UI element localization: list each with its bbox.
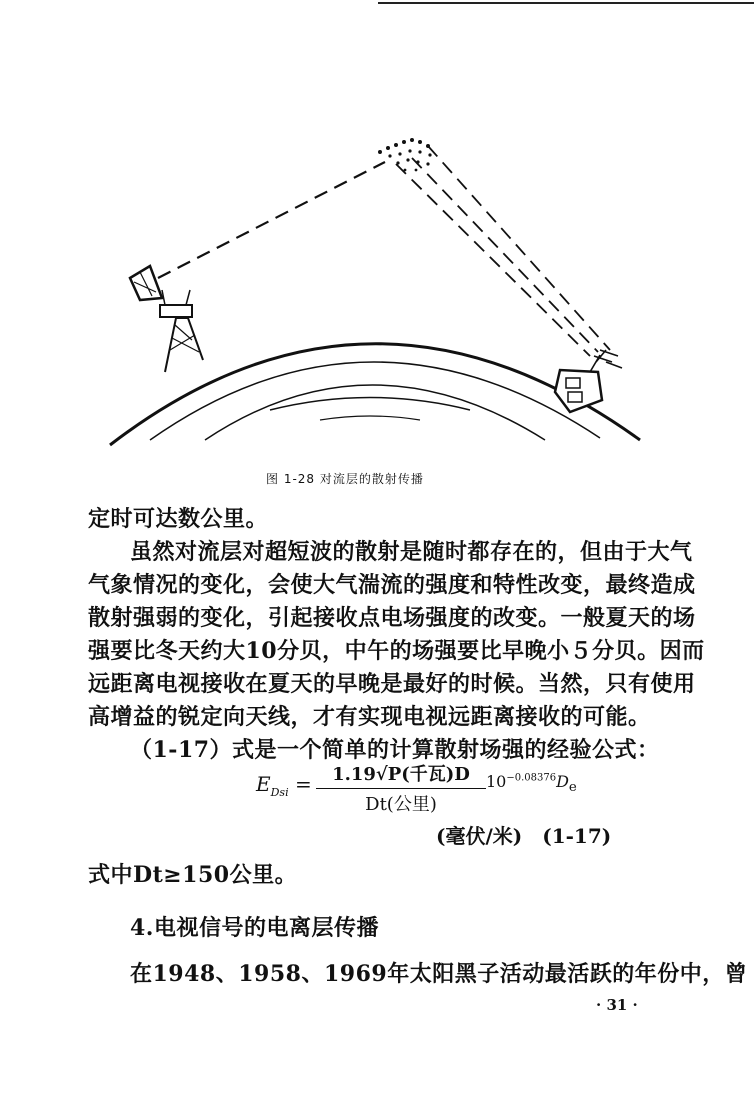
formula-exponent: −0.08376 xyxy=(506,772,557,784)
body-line-3: 气象情况的变化，会使大气湍流的强度和特性改变，最终造成 xyxy=(88,572,696,598)
formula-numerator: 1.19√P(千瓦)D xyxy=(316,760,486,789)
body-line-5: 强要比冬天约大10分贝，中午的场强要比早晚小５分贝。因而 xyxy=(88,638,705,664)
section-first-line: 在1948、1958、1969年太阳黑子活动最活跃的年份中，曾 xyxy=(130,961,748,987)
earth-inner-arc-4 xyxy=(320,416,420,420)
body-line-9: 式中Dt≥150公里。 xyxy=(88,862,298,888)
earth-inner-arc-2 xyxy=(205,385,545,440)
body-line-7: 高增益的锐定向天线，才有实现电视远距离接收的可能。 xyxy=(88,704,651,730)
body-line-4: 散射强弱的变化，引起接收点电场强度的改变。一般夏天的场 xyxy=(88,605,696,631)
body-line-8: （1-17）式是一个简单的计算散射场强的经验公式： xyxy=(130,737,660,763)
formula-lhs-symbol: E xyxy=(256,772,271,796)
scatter-ray-2 xyxy=(412,158,598,352)
formula-base: 10 xyxy=(486,772,507,791)
earth-inner-arc-1 xyxy=(150,362,600,440)
scatter-ray-1 xyxy=(428,146,610,350)
formula-lhs xyxy=(256,772,312,799)
earth-inner-arc-3 xyxy=(270,398,470,411)
formula-equals: = xyxy=(288,772,312,796)
body-line-2: 虽然对流层对超短波的散射是随时都存在的，但由于大气 xyxy=(130,539,693,565)
scatter-ray-3 xyxy=(396,164,590,356)
tropospheric-scatter-figure xyxy=(0,0,754,470)
body-line-1: 定时可达数公里。 xyxy=(88,506,269,532)
formula-exponential xyxy=(486,772,577,795)
scatter-volume xyxy=(378,138,432,171)
formula-lhs-subscript: Dsi xyxy=(270,786,289,799)
body-line-6: 远距离电视接收在夏天的早晚是最好的时候。当然，只有使用 xyxy=(88,671,696,697)
figure-caption: 图 1-28 对流层的散射传播 xyxy=(266,472,424,486)
transmit-beam xyxy=(158,162,385,278)
formula-tail-subscript: e xyxy=(568,780,577,796)
page-number: · 31 · xyxy=(596,996,638,1014)
section-heading: 4.电视信号的电离层传播 xyxy=(130,915,379,941)
formula-denominator: Dt(公里) xyxy=(365,794,437,815)
formula-tail: D xyxy=(556,772,569,791)
receiver-station-icon xyxy=(555,350,622,412)
transmitter-tower-icon xyxy=(130,266,203,372)
formula-units: (毫伏/米) (1-17) xyxy=(436,824,612,848)
